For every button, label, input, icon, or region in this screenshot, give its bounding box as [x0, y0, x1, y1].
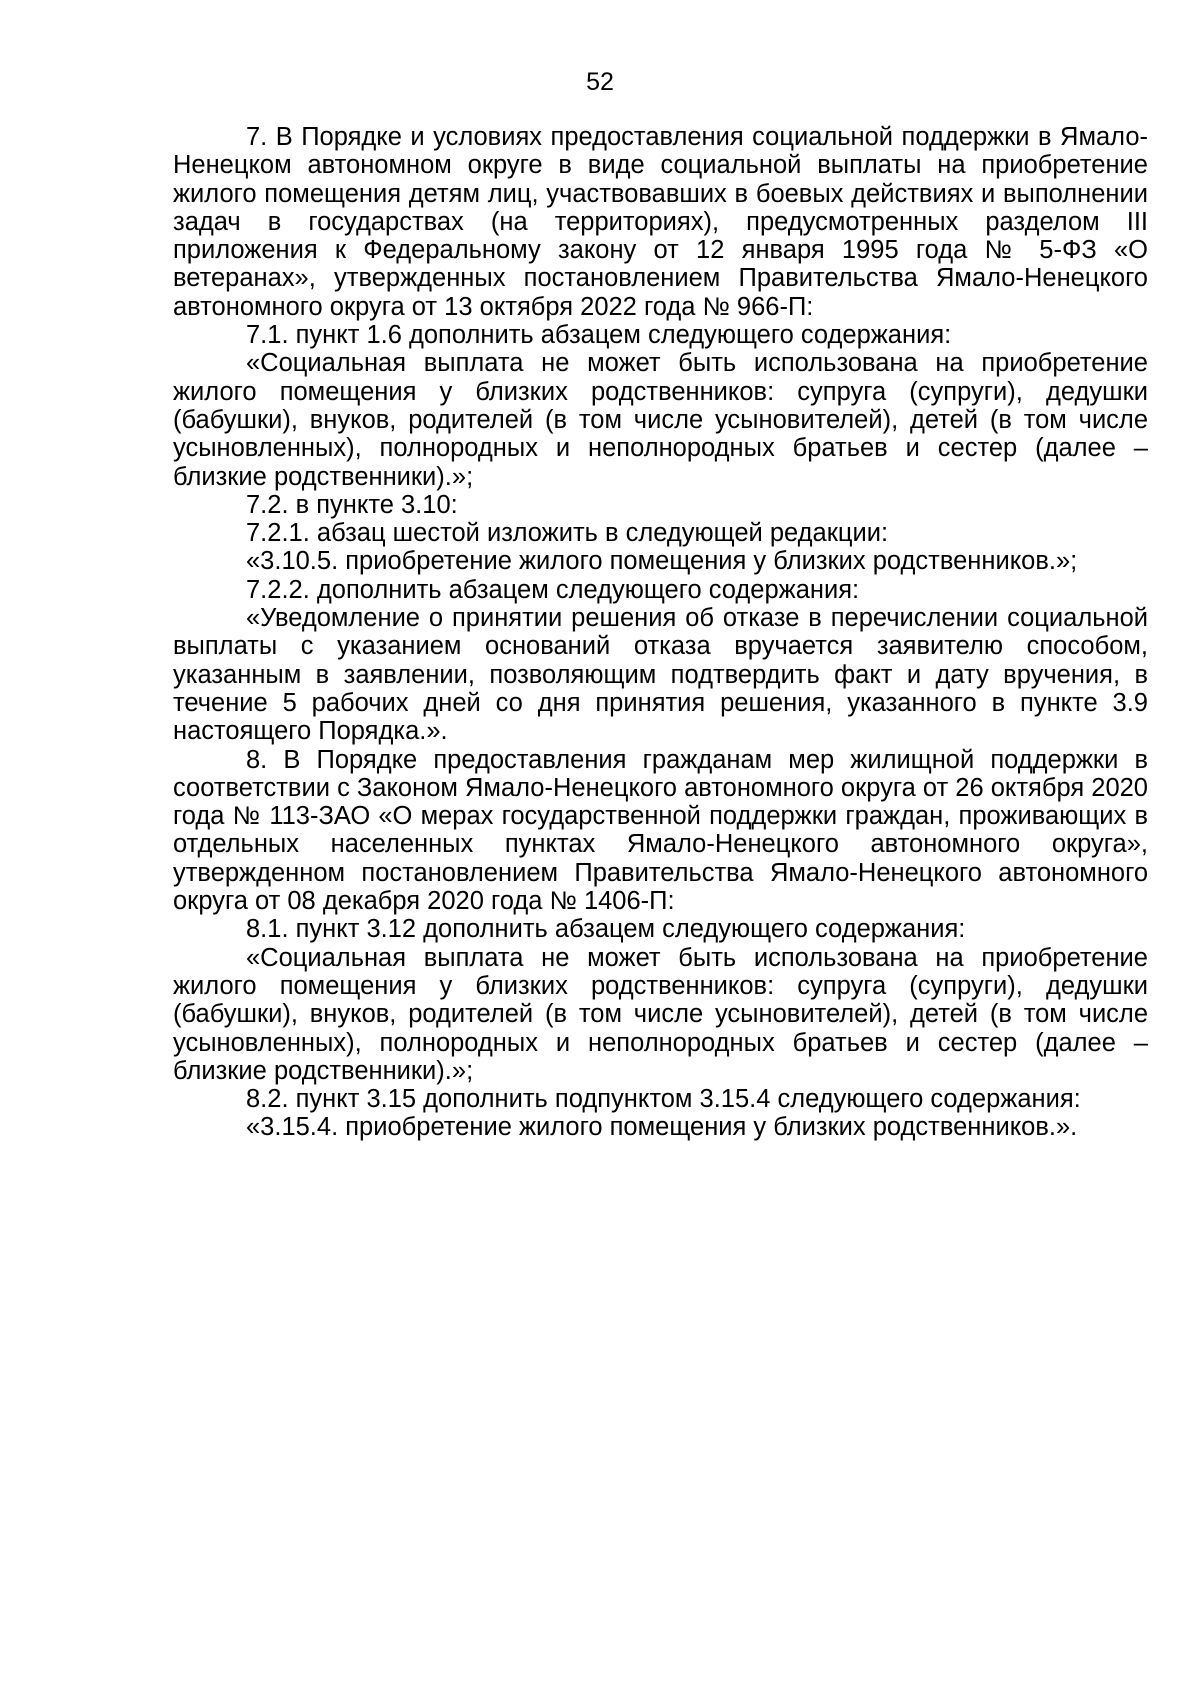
page-number: 52: [586, 68, 614, 96]
paragraph-7-2-1: 7.2.1. абзац шестой изложить в следующей редакции:: [246, 519, 889, 548]
paragraph-8-2-quote: «3.15.4. приобретение жилого помещения у близких родственников.».: [246, 1113, 1078, 1142]
paragraph-8: 8. В Порядке предоставления гражданам мер жилищной поддержки в соответствии с Законом Ямало-Ненецкого автономного округа от 26 октября 2020 года № 113-ЗАО «О мерах государственной поддержки граждан, проживающих в отдельных населенных пунктах Ямало-Ненецкого автономного округа», утвержденном постановлением Правительства Ямало-Ненецкого автономного округа от 08 декабря 2020 года № 1406-П:: [173, 745, 1148, 916]
paragraph-7-2: 7.2. в пункте 3.10:: [246, 490, 458, 519]
paragraph-8-1: 8.1. пункт 3.12 дополнить абзацем следующего содержания:: [246, 915, 966, 944]
document-body: [173, 123, 1148, 1142]
paragraph-7-1: 7.1. пункт 1.6 дополнить абзацем следующего содержания:: [246, 321, 952, 350]
paragraph-8-2: 8.2. пункт 3.15 дополнить подпунктом 3.15.4 следующего содержания:: [246, 1085, 1081, 1114]
paragraph-7-2-1-quote: «3.10.5. приобретение жилого помещения у близких родственников.»;: [246, 547, 1078, 576]
paragraph-7-1-quote: «Социальная выплата не может быть использована на приобретение жилого помещения у близких родственников: супруга (супруги), дедушки (бабушки), внуков, родителей (в том числе усыновителей), детей (в том числе усыновленных), полнородных и неполнородных братьев и сестер (далее – близкие родственники).»;: [173, 349, 1148, 491]
paragraph-7-2-2-quote: «Уведомление о принятии решения об отказе в перечислении социальной выплаты с указанием оснований отказа вручается заявителю способом, указанным в заявлении, позволяющим подтвердить факт и дату вручения, в течение 5 рабочих дней со дня принятия решения, указанного в пункте 3.9 настоящего Порядка.».: [173, 604, 1148, 746]
paragraph-7-2-2: 7.2.2. дополнить абзацем следующего содержания:: [246, 575, 860, 604]
paragraph-7: 7. В Порядке и условиях предоставления социальной поддержки в Ямало-Ненецком автономном округе в виде социальной выплаты на приобретение жилого помещения детям лиц, участвовавших в боевых действиях и выполнении задач в государствах (на территориях), предусмотренных разделом III приложения к Федеральному закону от 12 января 1995 года № 5-ФЗ «О ветеранах», утвержденных постановлением Правительства Ямало-Ненецкого автономного округа от 13 октября 2022 года № 966-П:: [173, 123, 1148, 321]
paragraph-8-1-quote: «Социальная выплата не может быть использована на приобретение жилого помещения у близких родственников: супруга (супруги), дедушки (бабушки), внуков, родителей (в том числе усыновителей), детей (в том числе усыновленных), полнородных и неполнородных братьев и сестер (далее – близкие родственники).»;: [173, 943, 1148, 1085]
